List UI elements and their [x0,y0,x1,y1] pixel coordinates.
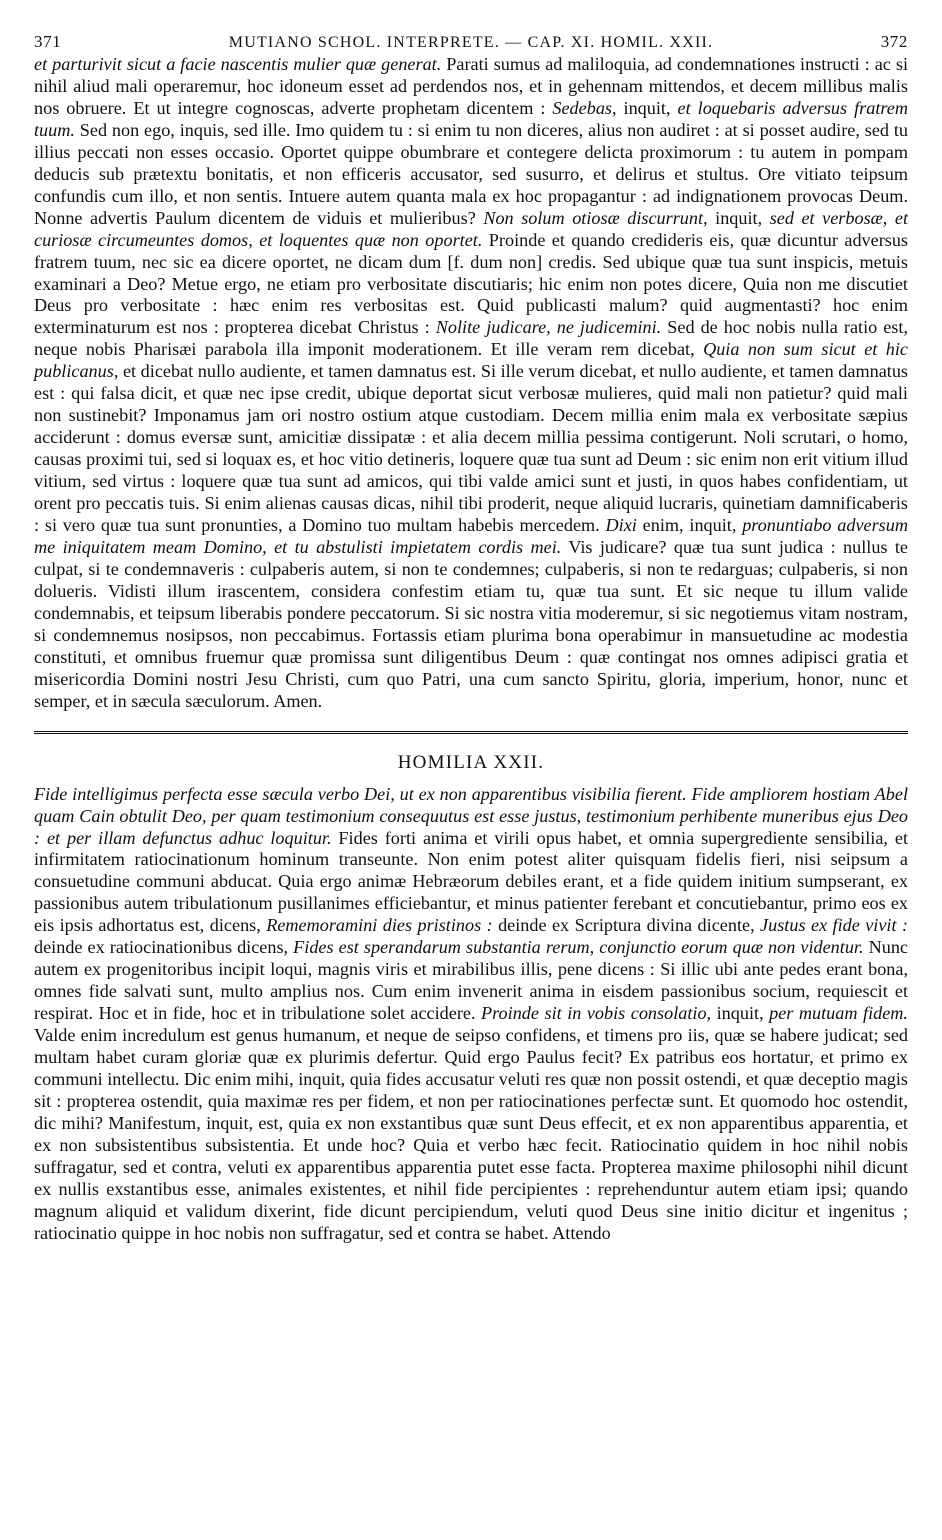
text-run: Vis judicare? quæ tua sunt judica : nullus te culpat, si te condemnaveris : culpaberis autem, si non te condemnes; culpaberis, si non te redarguas; culpaberis, si non dolueris. Vidisti illum irascentem, considera confestim etiam tu, quæ tua sunt. Et sic neque tu illum valide condemnabis, et teipsum liberabis pondere peccatorum. Si sic nostra vitia moderemur, si sic negotiemus vitam nostram, si condemnemus nosipsos, non peccabimus. Fortassis etiam plurima bona operabimur in mansuetudine ac modestia constituti, et omnibus fruemur quæ promissa sunt diligentibus Deum : quæ contingat nos omnes adipisci gratia et misericordia Domini nostri Jesu Christi, cum quo Patri, una cum sancto Spiritu, gloria, imperium, honor, nunc et semper, et in sæcula sæculorum. Amen. [34,536,908,711]
italic-run: Quia non sum sicut et hic publicanus, [34,339,908,382]
italic-run: Proinde sit in vobis consolatio, [481,1003,712,1024]
homily-title: HOMILIA XXII. [397,751,545,773]
text-run: inquit, [616,97,678,118]
italic-run: Nolite judicare, ne judicemini. [435,317,662,338]
italic-run: sed et verbosæ, et curiosæ circumeuntes domos, et loquentes quæ non oportet. [34,207,908,250]
italic-run: per mutuam fidem. [769,1003,908,1024]
homily-xxii-text [34,784,908,1245]
text-run: Parati sumus ad maliloquia, ad condemnationes instructi : ac si nihil aliud mali operaremur, hoc idoneum esset ad perdendos nos, et in gehennam mittendos, et decem millibus malis nos obruere. Et ut integre cognoscas, adverte prophetam dicentem : [34,54,908,118]
text-run: et dicebat nullo audiente, et tamen damnatus est. Si ille verum dicebat, et nullo audiente, et tamen damnatus est : qui falsa dicit, et quæ nec ipse credit, ubique deportat sicut verbosæ mulieres, quid mali non patietur? quid mali non sustinebit? Imponamus jam ori nostro ostium atque custodiam. Decem millia enim mala ex verbositate sæpius acciderunt : domus eversæ sunt, amicitiæ dissipatæ : et alia decem millia pessima contigerunt. Noli scrutari, o homo, causas proximi tui, sed si loquax es, et hoc vitio detineris, loquere quæ tua sunt ad Deum : sic enim non erit vitium illud vitium, sed virtus : loquere quæ tua sunt ad amicos, qui tibi valde amici sunt et justi, in quos habes confidentiam, ut orent pro peccatis tuis. Si enim alienas causas dicas, nihil tibi proderit, neque aliquid lucraris, quinetiam damnificaberis : si vero quæ tua sunt pronunties, a Domino tuo multam habebis mercedem. [34,361,908,536]
italic-run: Rememoramini dies pristinos : [266,915,493,936]
section-divider [34,731,908,734]
italic-run: et loquebaris adversus fratrem tuum. [34,97,908,140]
italic-run: Fides est sperandarum substantia rerum, conjunctio eorum quæ non videntur. [293,937,864,958]
running-head [34,32,908,54]
italic-run: et parturivit sicut a facie nascentis mulier quæ generat. [34,54,442,74]
text-run: deinde ex ratiocinationibus dicens, [34,937,294,958]
homily-xxi-conclusion [34,54,908,713]
italic-run: Sedebas, [552,97,617,118]
text-run: Valde enim incredulum est genus humanum, et neque de seipso confidens, et timens pro iis, quæ se habere judicat; sed multam habet curam gloriæ quæ ex plurimis defertur. Quid ergo Paulus fecit? Ex patribus eos hortatur, et primo ex communi intellectu. Dic enim mihi, inquit, quia fides accusatur veluti res quæ non possit ostendi, et quæ deceptio magis sit : propterea ostendit, quia maximæ res per fidem, et non per ratiocinationes perfectæ sunt. Et quomodo hoc ostendit, dic mihi? Manifestum, inquit, est, quia ex non exstantibus quæ sunt Deus effecit, et ex non apparentibus apparentia, et ex non subsistentibus subsistentia. Et unde hoc? Quia et verbo hæc fecit. Ratiocinatio quidem in hoc nihil nobis suffragatur, sed et contra, veluti ex apparentibus apparentia putet esse facta. Propterea maxime philosophi nihil dicunt ex nullis exstantibus esse, animales existentes, et nihil fide percipientes : reprehenduntur autem etiam ipsi; quando magnum aliquid et validum dixerint, fide dicunt percipiendum, veluti quod Deus sine initio dicitur et ingenitus ; ratiocinatio quippe in hoc nobis non suffragatur, sed et contra se habet. Attendo [34,1025,908,1243]
page-number-left: 371 [34,32,62,51]
text-run: Sed non ego, inquis, sed ille. Imo quidem tu : si enim tu non diceres, alius non audiret : at si posset audire, sed tu illius peccati non esses occasio. Oportet quippe obumbrare et contegere delicta proximorum : tu autem in pompam deducis sub prætextu bonitatis, et non efficeris accusator, sed susurro, et delirus et stultus. Ore vitiato teipsum confundis cum illo, et non sentis. Intuere autem quanta mala ex hoc propagantur : ad indignationem provocas Deum. Nonne advertis Paulum dicentem de viduis et mulieribus? [34,119,908,228]
italic-run: Fide intelligimus perfecta esse sæcula verbo Dei, ut ex non apparentibus visibilia fierent. Fide ampliorem hostiam Abel quam Cain obtulit Deo, per quam testimonium consequutus est esse justus, testimonium perhibente muneribus ejus Deo : et per illam defunctus adhuc loquitur. [34,783,908,848]
page-number-right: 372 [880,32,908,51]
text-run: inquit, [711,1003,770,1024]
italic-run: Dixi [605,515,637,536]
text-run: Sed de hoc nobis nulla ratio est, neque nobis Pharisæi parabola illa imponit moderationem. Et ille veram rem dicebat, [34,317,908,360]
text-run: Fides forti anima et virili opus habet, et omnia supergrediente sensibilia, et infirmitatem ratiocinationum hominum transeunte. Non enim potest aliter quisquam fidelis fieri, nisi seipsum a consuetudine communi abducat. Quia ergo animæ Hebræorum debiles erant, et a fide quidem initium sumpserant, ex passionibus autem tribulationum pusillanimes efficiebantur, et minus patienter ferebant et concutiebantur, primo eos ex eis ipsis adhortatus est, dicens, [34,827,908,936]
italic-run: pronuntiabo adversum me iniquitatem meam Domino, et tu abstulisti impietatem cordis mei. [34,515,908,557]
text-run: Nunc autem ex progenitoribus incipit loqui, magnis viris et mirabilibus illis, pene dicens : Si illic ubi ante pedes erant bona, omnes fide salvati sunt, multo amplius nos. Cum enim invenerit anima in eisdem passionibus socium, requiescit et respirat. Hoc et in fide, hoc et in tribulatione solet accidere. [34,937,908,1024]
text-run: deinde ex Scriptura divina dicente, [492,915,761,936]
text-run: enim, inquit, [636,515,743,536]
text-run: Proinde et quando credideris eis, quæ dicuntur adversus fratrem tuum, nec sic ea dicere oportet, ne dicam dum [f. dum non] credis. Sed ubique quæ tua sunt inspicis, metuis examinari a Deo? Metue ergo, ne etiam pro verbositate discutiaris; hic enim non potes dicere, Quia non me discutiet Deus pro verbositate : hæc enim res verbositas est. Quid publicasti malum? quid augmentasti? hoc enim exterminaturum est nos : propterea dicebat Christus : [34,229,909,338]
text-run: inquit, [707,207,770,228]
italic-run: Justus ex fide vivit : [760,915,908,936]
italic-run: Non solum otiosæ discurrunt, [483,207,708,228]
running-title: MUTIANO SCHOL. INTERPRETE. — CAP. XI. HOMIL. XXII. [228,34,714,51]
